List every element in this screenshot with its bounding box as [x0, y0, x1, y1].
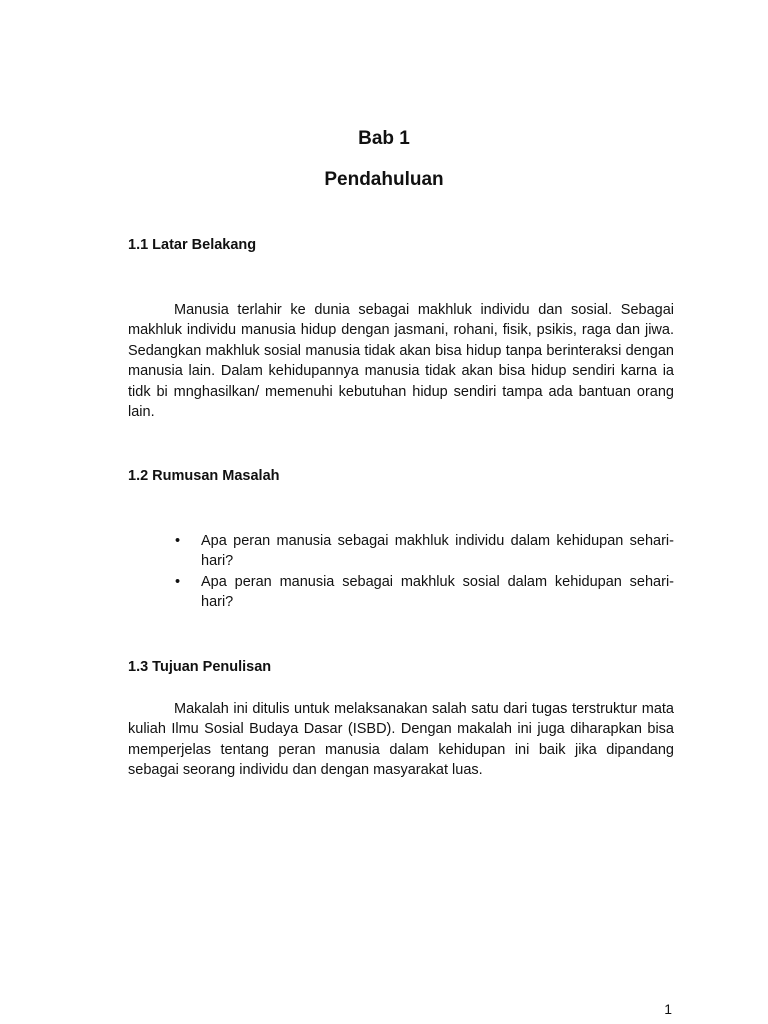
bullet-icon: • [175, 573, 181, 590]
paragraph-tujuan-penulisan: Makalah ini ditulis untuk melaksanakan salah satu dari tugas terstruktur mata kuliah Ilmu Sosial Budaya Dasar (ISBD). Dengan makalah ini juga diharapkan bisa memperjelas tentang peran manusia dalam kehidupan ini baik jika dipandang sebagai seorang individu dan dengan masyarakat luas. [128, 701, 674, 779]
bullet-icon: • [175, 533, 181, 549]
list-item [175, 572, 674, 613]
chapter-number: Bab 1 [358, 128, 410, 149]
section-heading-rumusan-masalah: 1.2 Rumusan Masalah [128, 468, 280, 484]
bullet-list-rumusan-masalah [175, 531, 674, 613]
list-item-text: Apa peran manusia sebagai makhluk individu dalam kehidupan sehari-hari? [201, 533, 674, 570]
section-heading-latar-belakang: 1.1 Latar Belakang [128, 237, 257, 253]
section-heading-tujuan-penulisan: 1.3 Tujuan Penulisan [128, 659, 272, 675]
paragraph-latar-belakang: Manusia terlahir ke dunia sebagai makhluk individu dan sosial. Sebagai makhluk individu manusia hidup dengan jasmani, rohani, fisik, psikis, raga dan jiwa. Sedangkan makhluk sosial manusia tidak akan bisa hidup tanpa berinteraksi dengan manusia lain. Dalam kehidupannya manusia tidak akan bisa hidup sendiri karna ia tidk bi mnghasilkan/ memenuhi kebutuhan hidup sendiri tampa ada bantuan orang lain. [128, 302, 674, 421]
list-item-text: Apa peran manusia sebagai makhluk sosial dalam kehidupan sehari-hari? [201, 573, 674, 611]
page-number: 1 [664, 1001, 672, 1017]
chapter-title: Pendahuluan [324, 169, 444, 190]
list-item [175, 531, 674, 572]
